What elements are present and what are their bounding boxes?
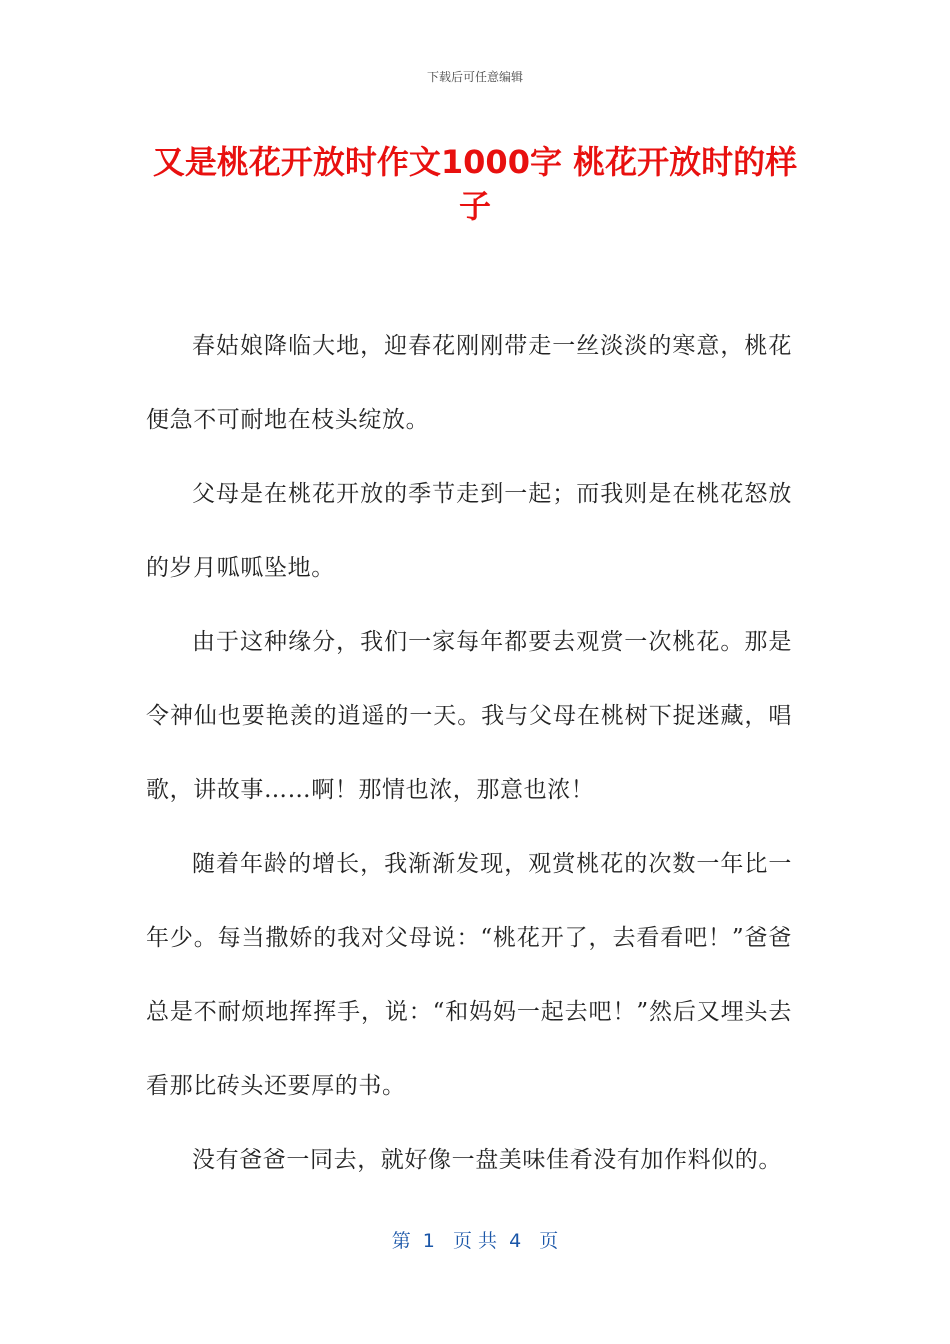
paragraph: 由于这种缘分，我们一家每年都要去观赏一次桃花。那是令神仙也要艳羡的逍遥的一天。我与父母在桃树下捉迷藏，唱歌，讲故事……啊！那情也浓，那意也浓！ bbox=[146, 629, 792, 803]
paragraph: 春姑娘降临大地，迎春花刚刚带走一丝淡淡的寒意，桃花便急不可耐地在枝头绽放。 bbox=[146, 333, 792, 433]
header-note: 下载后可任意编辑 bbox=[426, 70, 523, 84]
page-number-footer: 第 1 页 共 4 页 bbox=[391, 1230, 559, 1252]
paragraph: 没有爸爸一同去，就好像一盘美味佳肴没有加作料似的。 bbox=[192, 1147, 782, 1173]
paragraph: 随着年龄的增长，我渐渐发现，观赏桃花的次数一年比一年少。每当撒娇的我对父母说：“桃花开了，去看看吧！”爸爸总是不耐烦地挥挥手，说：“和妈妈一起去吧！”然后又埋头去看那比砖头还要厚的书。 bbox=[146, 851, 792, 1099]
document-body bbox=[146, 309, 792, 1197]
paragraph: 父母是在桃花开放的季节走到一起；而我则是在桃花怒放的岁月呱呱坠地。 bbox=[146, 481, 792, 581]
document-title: 又是桃花开放时作文1000字 桃花开放时的样子 bbox=[152, 143, 798, 225]
